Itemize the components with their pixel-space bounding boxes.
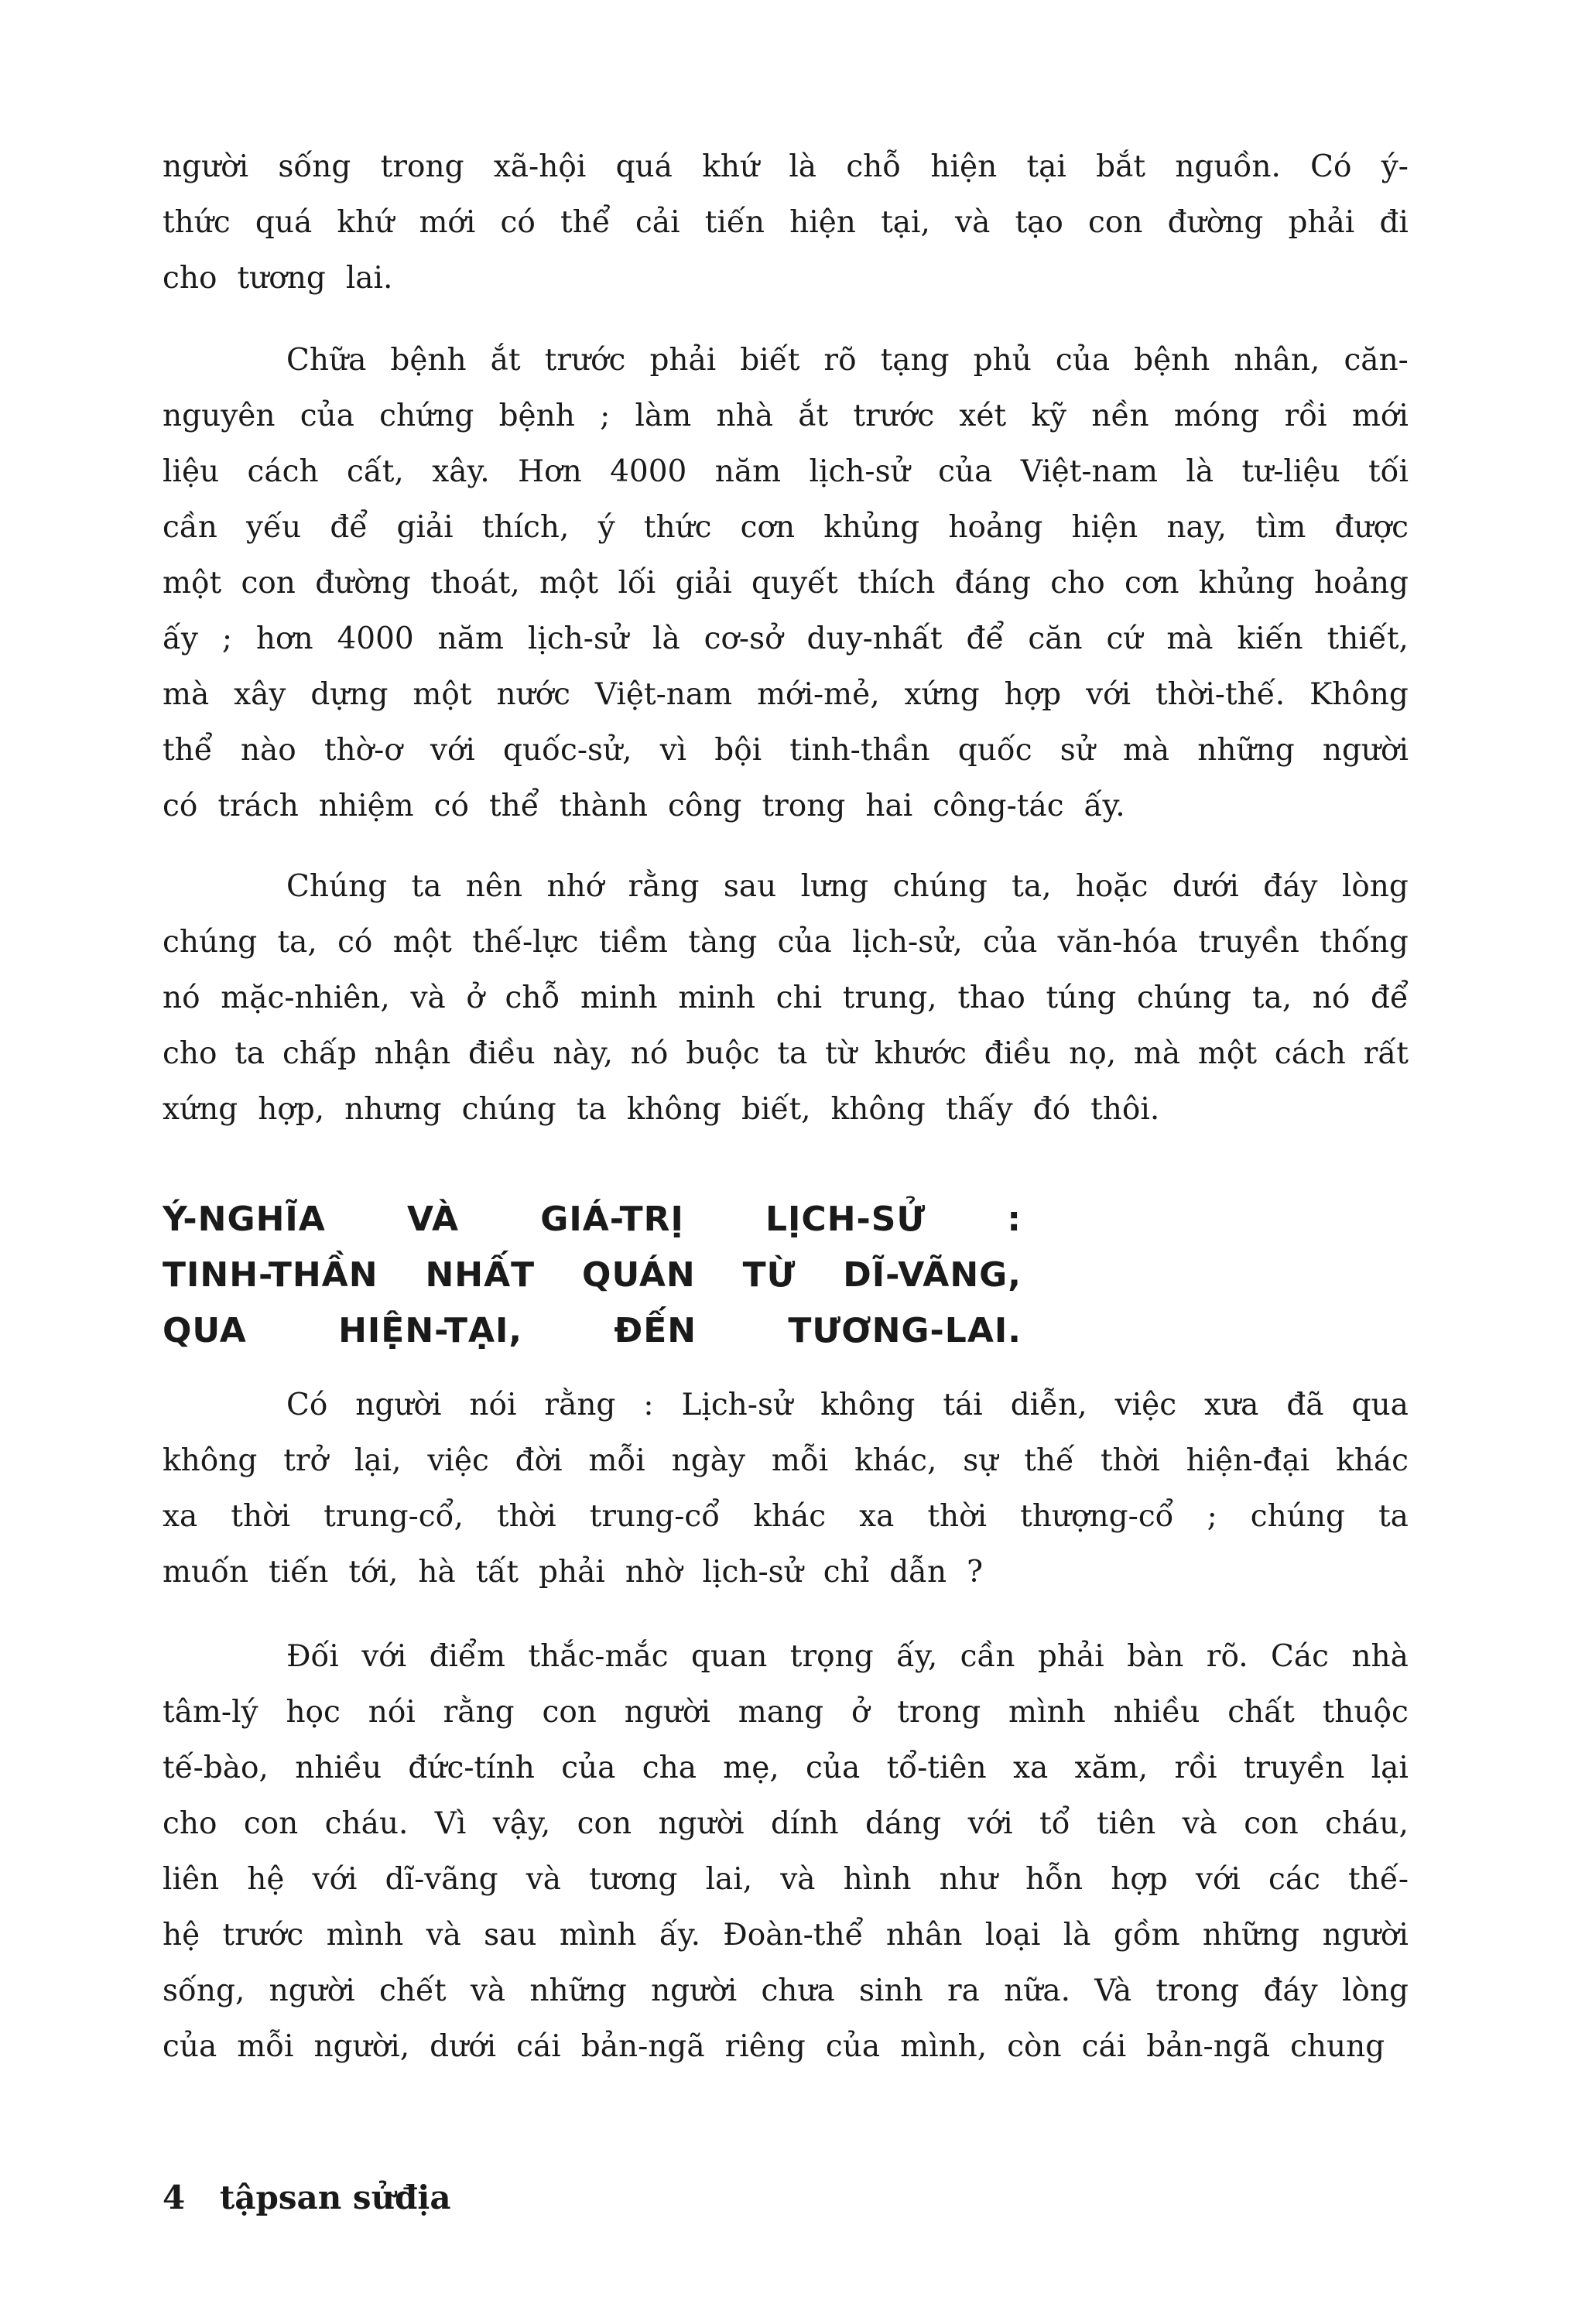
heading-line: QUA HIỆN-TẠI, ĐẾN TƯƠNG-LAI. (163, 1311, 1022, 1350)
text-line: ấy ; hơn 4000 năm lịch-sử là cơ-sở duy-nhất để căn cứ mà kiến thiết, (163, 621, 1409, 656)
text-line: sống, người chết và những người chưa sinh ra nữa. Và trong đáy lòng (163, 1973, 1409, 2008)
heading-line: Ý-NGHĨA VÀ GIÁ-TRỊ LỊCH-SỬ : (163, 1200, 1022, 1239)
text-line: không trở lại, việc đời mỗi ngày mỗi khác, sự thế thời hiện-đại khác (163, 1443, 1409, 1478)
text-line: thể nào thờ-ơ với quốc-sử, vì bội tinh-thần quốc sử mà những người (163, 733, 1409, 768)
text-line: Có người nói rằng : Lịch-sử không tái diễn, việc xưa đã qua (286, 1388, 1409, 1422)
text-line: tâm-lý học nói rằng con người mang ở trong mình nhiều chất thuộc (163, 1695, 1409, 1730)
text-line: chúng ta, có một thế-lực tiềm tàng của lịch-sử, của văn-hóa truyền thống (163, 925, 1409, 960)
text-line: Chữa bệnh ắt trước phải biết rõ tạng phủ của bệnh nhân, căn- (286, 343, 1409, 378)
text-line: nó mặc-nhiên, và ở chỗ minh minh chi trung, thao túng chúng ta, nó để (163, 981, 1409, 1015)
paragraph (163, 1378, 1409, 1600)
paragraph (163, 1629, 1409, 2075)
text-line: hệ trước mình và sau mình ấy. Đoàn-thể nhân loại là gồm những người (163, 1918, 1409, 1953)
text-line: cần yếu để giải thích, ý thức cơn khủng hoảng hiện nay, tìm được (163, 510, 1409, 545)
text-line: của mỗi người, dưới cái bản-ngã riêng của mình, còn cái bản-ngã chung (163, 2029, 1385, 2064)
text-line: cho ta chấp nhận điều này, nó buộc ta từ khước điều nọ, mà một cách rất (163, 1036, 1409, 1071)
text-line: tế-bào, nhiều đức-tính của cha mẹ, của tổ-tiên xa xăm, rồi truyền lại (163, 1751, 1409, 1785)
text-line: cho tương lai. (163, 261, 393, 296)
text-line: xa thời trung-cổ, thời trung-cổ khác xa thời thượng-cổ ; chúng ta (163, 1499, 1409, 1534)
publication-name: tậpsan sửđịa (219, 2179, 451, 2216)
text-line: Chúng ta nên nhớ rằng sau lưng chúng ta, hoặc dưới đáy lòng (286, 869, 1409, 904)
paragraph (163, 139, 1409, 306)
heading-line: TINH-THẦN NHẤT QUÁN TỪ DĨ-VÃNG, (163, 1255, 1022, 1295)
text-line: liên hệ với dĩ-vãng và tương lai, và hình như hỗn hợp với các thế- (163, 1862, 1409, 1897)
page-number: 4 (163, 2179, 186, 2216)
text-line: người sống trong xã-hội quá khứ là chỗ hiện tại bắt nguồn. Có ý- (163, 149, 1409, 184)
section-heading (163, 1192, 1022, 1359)
text-line: cho con cháu. Vì vậy, con người dính dáng với tổ tiên và con cháu, (163, 1806, 1409, 1841)
text-line: liệu cách cất, xây. Hơn 4000 năm lịch-sử của Việt-nam là tư-liệu tối (163, 454, 1409, 489)
text-line: mà xây dựng một nước Việt-nam mới-mẻ, xứng hợp với thời-thế. Không (163, 677, 1409, 712)
text-line: muốn tiến tới, hà tất phải nhờ lịch-sử chỉ dẫn ? (163, 1555, 984, 1590)
paragraph (163, 859, 1409, 1138)
text-line: nguyên của chứng bệnh ; làm nhà ắt trước xét kỹ nền móng rồi mới (163, 399, 1409, 433)
text-line: xứng hợp, nhưng chúng ta không biết, không thấy đó thôi. (163, 1092, 1160, 1127)
text-line: có trách nhiệm có thể thành công trong hai công-tác ấy. (163, 789, 1125, 823)
text-line: thức quá khứ mới có thể cải tiến hiện tại, và tạo con đường phải đi (163, 205, 1409, 240)
page-footer (163, 2179, 451, 2216)
text-line: một con đường thoát, một lối giải quyết thích đáng cho cơn khủng hoảng (163, 566, 1409, 601)
paragraph (163, 333, 1409, 834)
text-line: Đối với điểm thắc-mắc quan trọng ấy, cần phải bàn rõ. Các nhà (286, 1639, 1409, 1674)
